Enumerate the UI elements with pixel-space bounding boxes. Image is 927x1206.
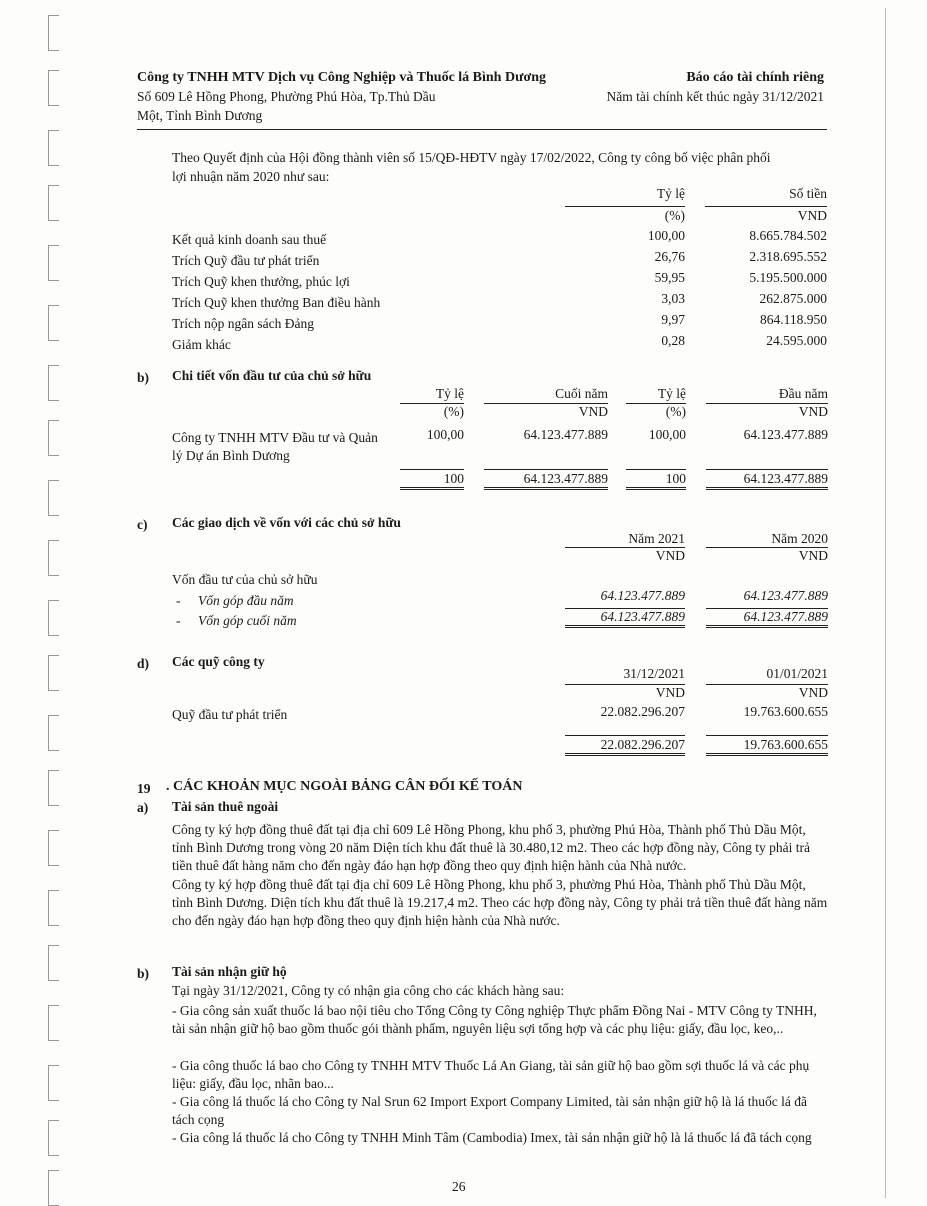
sb-row-begin: 64.123.477.889 — [743, 427, 828, 442]
sd-unit-begin: VND — [706, 684, 828, 701]
binding-mark — [48, 1005, 59, 1041]
section-19-title: . CÁC KHOẢN MỤC NGOÀI BẢNG CÂN ĐỐI KẾ TOÁN — [166, 779, 523, 794]
sc-row1-2021: 64.123.477.889 — [600, 588, 685, 603]
sc-row1-label: Vốn góp đầu năm — [198, 593, 294, 608]
list-item: - Gia công lá thuốc lá cho Công ty Nal Srun 62 Import Export Company Limited, tài sản nhận giữ hộ là lá thuốc lá đã tách cọng — [172, 1094, 807, 1127]
binding-mark — [48, 830, 59, 866]
binding-mark — [48, 1120, 59, 1156]
binding-mark — [48, 15, 59, 51]
list-item: - Gia công thuốc lá bao cho Công ty TNHH MTV Thuốc Lá An Giang, tài sản giữ hộ bao gồm sợi thuốc lá và các phụ liệu: giấy, đầu lọc, nhãn bao... — [172, 1058, 810, 1091]
binding-mark — [48, 305, 59, 341]
section-19b-intro: Tại ngày 31/12/2021, Công ty có nhận gia công cho các khách hàng sau: — [172, 983, 565, 998]
sc-unit-2021: VND — [565, 547, 685, 564]
section-19a-title: Tài sản thuê ngoài — [172, 799, 279, 814]
profit-row-label: Giảm khác — [172, 337, 231, 352]
profit-col-rate: Tỷ lệ — [656, 186, 685, 201]
list-item: - Gia công lá thuốc lá cho Công ty TNHH Minh Tâm (Cambodia) Imex, tài sản nhận giữ hộ là lá thuốc lá đã tách cọng — [172, 1130, 812, 1145]
sd-total-end: 22.082.296.207 — [565, 735, 685, 756]
sc-col-2021: Năm 2021 — [628, 531, 685, 546]
sd-col-end: 31/12/2021 — [623, 666, 685, 681]
sc-row2-2020: 64.123.477.889 — [706, 608, 828, 628]
sb-total-rate2: 100 — [626, 469, 686, 490]
section-19b-letter: b) — [137, 966, 150, 981]
section-19a-paragraph-2: Công ty ký hợp đồng thuê đất tại địa chỉ 609 Lê Hồng Phong, khu phố 3, phường Phú Hòa, Thành phố Thủ Dầu Một, tỉnh Bình Dương. Diện tích khu đất thuê là 19.217,4 m2. Theo các hợp đồng này, Công ty phải trả tiền thuê đất hàng năm cho đến ngày đáo hạn hợp đồng theo quy định hiện hành của Nhà nước. — [172, 877, 828, 928]
profit-col-amount-unit: VND — [705, 206, 827, 224]
sb-col-end: Cuối năm — [555, 386, 608, 401]
profit-intro-2: lợi nhuận năm 2020 như sau: — [172, 169, 330, 184]
binding-mark — [48, 715, 59, 751]
section-c-title: Các giao dịch về vốn với các chủ sở hữu — [172, 515, 401, 530]
sd-row-label: Quỹ đầu tư phát triển — [172, 707, 288, 722]
profit-row-label: Kết quả kinh doanh sau thuế — [172, 232, 327, 247]
page-edge-line — [885, 8, 886, 1198]
sc-col-2020: Năm 2020 — [771, 531, 828, 546]
profit-row-rate: 26,76 — [654, 249, 685, 264]
binding-mark — [48, 600, 59, 636]
profit-row-label: Trích Quỹ khen thưởng Ban điều hành — [172, 295, 381, 310]
sb-total-end: 64.123.477.889 — [484, 469, 608, 490]
list-item: - Gia công sản xuất thuốc lá bao nội tiêu cho Tổng Công ty Công nghiệp Thực phẩm Đồng Nai - MTV Công ty TNHH, tài sản nhận giữ hộ bao gồm thuốc gói thành phẩm, nguyên liệu sợi tổng hợp và các phụ liệu: giấy, đầu lọc, keo,.. — [172, 1003, 817, 1036]
sb-unit-vnd2: VND — [706, 403, 828, 420]
report-period: Năm tài chính kết thúc ngày 31/12/2021 — [606, 89, 824, 104]
section-b-title: Chi tiết vốn đầu tư của chủ sở hữu — [172, 368, 372, 383]
binding-marks — [48, 0, 68, 1200]
sb-row-end: 64.123.477.889 — [523, 427, 608, 442]
company-name: Công ty TNHH MTV Dịch vụ Công Nghiệp và Thuốc lá Bình Dương — [137, 70, 547, 85]
binding-mark — [48, 480, 59, 516]
binding-mark — [48, 890, 59, 926]
sb-unit-pct2: (%) — [626, 403, 686, 420]
binding-mark — [48, 945, 59, 981]
profit-row-amount: 5.195.500.000 — [749, 270, 827, 285]
sc-row1-2020: 64.123.477.889 — [743, 588, 828, 603]
profit-row-rate: 0,28 — [661, 333, 685, 348]
sb-row-label-2: lý Dự án Bình Dương — [172, 448, 290, 463]
profit-intro-1: Theo Quyết định của Hội đồng thành viên số 15/QĐ-HĐTV ngày 17/02/2022, Công ty công bố việc phân phối — [172, 150, 771, 165]
section-19b-title: Tài sản nhận giữ hộ — [172, 964, 287, 979]
sd-row-end: 22.082.296.207 — [600, 704, 685, 719]
profit-row-amount: 2.318.695.552 — [749, 249, 827, 264]
sb-total-begin: 64.123.477.889 — [706, 469, 828, 490]
sc-group-label: Vốn đầu tư của chủ sở hữu — [172, 572, 318, 587]
binding-mark — [48, 420, 59, 456]
profit-row-label: Trích nộp ngân sách Đảng — [172, 316, 314, 331]
profit-row-amount: 24.595.000 — [766, 333, 827, 348]
section-19a-paragraph-1: Công ty ký hợp đồng thuê đất tại địa chỉ 609 Lê Hồng Phong, khu phố 3, phường Phú Hòa, Thành phố Thủ Dầu Một, tỉnh Bình Dương trong vòng 20 năm Diện tích khu đất thuê là 30.480,12 m2. Theo các hợp đồng này, Công ty phải trả tiền thuê đất hàng năm cho đến ngày đáo hạn hợp đồng theo quy định hiện hành của Nhà nước. — [172, 822, 811, 873]
binding-mark — [48, 540, 59, 576]
profit-col-rate-unit: (%) — [565, 206, 685, 224]
profit-row-amount: 262.875.000 — [759, 291, 827, 306]
section-d-letter: d) — [137, 656, 150, 671]
page-number: 26 — [452, 1179, 466, 1194]
binding-mark — [48, 1065, 59, 1101]
binding-mark — [48, 245, 59, 281]
sb-unit-vnd1: VND — [484, 403, 608, 420]
sd-unit-end: VND — [565, 684, 685, 701]
sd-total-begin: 19.763.600.655 — [706, 735, 828, 756]
profit-row-amount: 8.665.784.502 — [749, 228, 827, 243]
sc-dash: - — [176, 593, 181, 608]
section-b-letter: b) — [137, 370, 150, 385]
sb-unit-pct1: (%) — [400, 403, 464, 420]
section-19-number: 19 — [137, 781, 151, 796]
profit-row-label: Trích Quỹ đầu tư phát triển — [172, 253, 320, 268]
binding-mark — [48, 130, 59, 166]
sc-row2-label: Vốn góp cuối năm — [198, 613, 297, 628]
binding-mark — [48, 365, 59, 401]
profit-row-rate: 59,95 — [654, 270, 685, 285]
binding-mark — [48, 185, 59, 221]
sb-col-rate2: Tỷ lệ — [657, 386, 686, 401]
profit-row-rate: 100,00 — [647, 228, 685, 243]
binding-mark — [48, 770, 59, 806]
sc-dash: - — [176, 613, 181, 628]
binding-mark — [48, 70, 59, 106]
profit-row-amount: 864.118.950 — [760, 312, 827, 327]
sb-total-rate1: 100 — [400, 469, 464, 490]
sb-row-label-1: Công ty TNHH MTV Đầu tư và Quản — [172, 430, 378, 445]
sc-unit-2020: VND — [706, 547, 828, 564]
section-d-title: Các quỹ công ty — [172, 654, 265, 669]
company-address-2: Một, Tỉnh Bình Dương — [137, 108, 263, 123]
company-address-1: Số 609 Lê Hồng Phong, Phường Phú Hòa, Tp.Thủ Dầu — [137, 89, 436, 104]
header-rule — [137, 129, 827, 130]
section-c-letter: c) — [137, 517, 148, 532]
section-19a-letter: a) — [137, 800, 149, 815]
sc-row2-2021: 64.123.477.889 — [565, 608, 685, 628]
profit-row-label: Trích Quỹ khen thưởng, phúc lợi — [172, 274, 350, 289]
binding-mark — [48, 655, 59, 691]
sb-row-rate1: 100,00 — [426, 427, 464, 442]
profit-row-rate: 3,03 — [661, 291, 685, 306]
profit-col-amount: Số tiền — [789, 186, 827, 201]
binding-mark — [48, 1170, 59, 1206]
profit-row-rate: 9,97 — [661, 312, 685, 327]
sb-col-rate1: Tỷ lệ — [435, 386, 464, 401]
sd-col-begin: 01/01/2021 — [766, 666, 828, 681]
sb-col-begin: Đầu năm — [778, 386, 828, 401]
sd-row-begin: 19.763.600.655 — [743, 704, 828, 719]
report-title: Báo cáo tài chính riêng — [686, 70, 824, 85]
sb-row-rate2: 100,00 — [648, 427, 686, 442]
